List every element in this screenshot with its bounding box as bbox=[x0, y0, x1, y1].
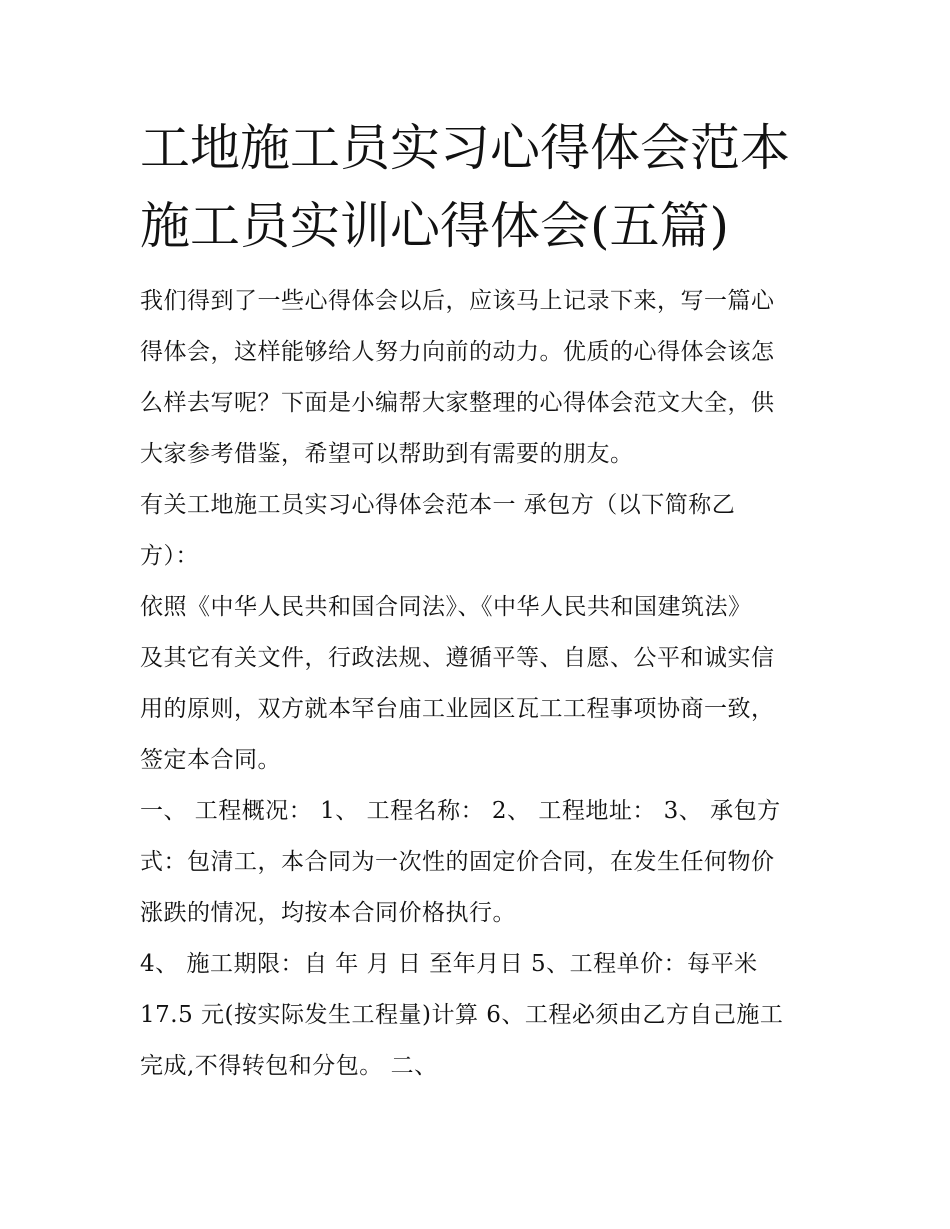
text-line: 涨跌的情况，均按本合同价格执行。 bbox=[140, 900, 516, 926]
text-line: 签定本合同。 bbox=[140, 747, 281, 773]
intro-paragraph bbox=[140, 276, 820, 480]
schedule-price-paragraph bbox=[140, 939, 820, 1092]
document-title-line-1: 工地施工员实习心得体会范本 bbox=[140, 119, 790, 177]
text-line: 依照《中华人民共和国合同法》、《中华人民共和国建筑法》 bbox=[140, 594, 752, 620]
text-line: 大家参考借鉴，希望可以帮助到有需要的朋友。 bbox=[140, 441, 634, 467]
text-line: 么样去写呢？下面是小编帮大家整理的心得体会范文大全，供 bbox=[140, 390, 775, 416]
text-line: 用的原则，双方就本罕台庙工业园区瓦工工程事项协商一致， bbox=[140, 696, 775, 722]
text-line: 式：包清工，本合同为一次性的固定价合同，在发生任何物价 bbox=[140, 849, 775, 875]
text-line: 得体会，这样能够给人努力向前的动力。优质的心得体会该怎 bbox=[140, 339, 775, 365]
document-title-line-2: 施工员实训心得体会(五篇) bbox=[140, 197, 730, 255]
text-line: 及其它有关文件，行政法规、遵循平等、自愿、公平和诚实信 bbox=[140, 645, 775, 671]
text-line: 17.5 元(按实际发生工程量)计算 6、工程必须由乙方自己施工 bbox=[140, 1002, 784, 1028]
text-line: 方）： bbox=[140, 543, 199, 569]
text-line: 一、 工程概况： 1、 工程名称： 2、 工程地址： 3、 承包方 bbox=[140, 798, 781, 824]
contract-basis-paragraph bbox=[140, 582, 820, 786]
text-line: 有关工地施工员实习心得体会范本一 承包方（以下简称乙 bbox=[140, 492, 736, 518]
section-heading-paragraph bbox=[140, 480, 820, 582]
text-line: 我们得到了一些心得体会以后，应该马上记录下来，写一篇心 bbox=[140, 288, 775, 314]
text-line: 4、 施工期限：自 年 月 日 至年月日 5、工程单价：每平米 bbox=[140, 951, 758, 977]
text-line: 完成,不得转包和分包。 二、 bbox=[140, 1053, 438, 1079]
document-body bbox=[140, 276, 820, 1092]
project-overview-paragraph bbox=[140, 786, 820, 939]
